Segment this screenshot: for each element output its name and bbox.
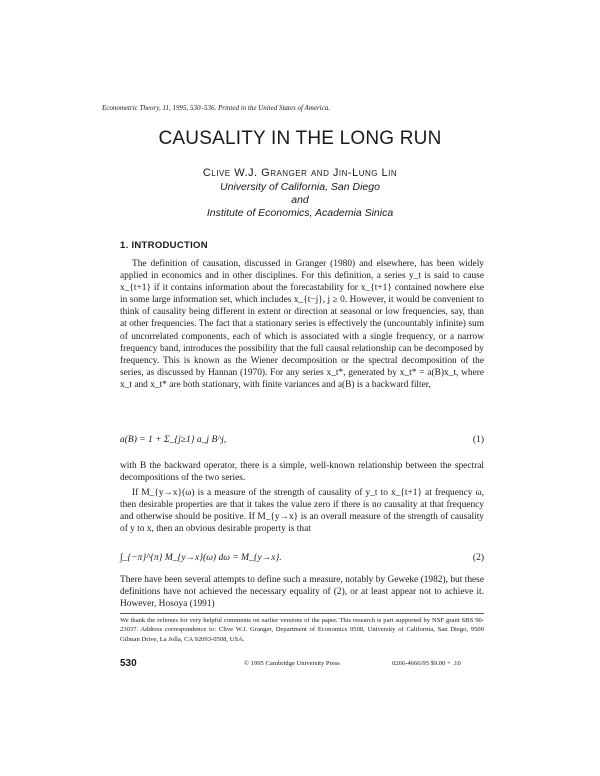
price-code: 0266-4666/95 $9.00 + .10 [392,660,461,667]
affiliation-2: Institute of Economics, Academia Sinica [206,207,394,219]
copyright: © 1995 Cambridge University Press [244,660,340,667]
equation-2-number: (2) [472,553,484,563]
paragraph-3 [120,487,484,535]
paragraph-1 [120,258,484,391]
footnote-rule [120,613,484,614]
affiliation-and: and [291,194,309,206]
paragraph-1-text: The definition of causation, discussed in Granger (1980) and elsewhere, has been widely applied in economics and in other disciplines. For this definition, a series y_t is said to cause x_{t+1} if it contains information about the forecastability for x_{t+1} contained nowhere else in some large information set, which includes x_{t−j}, j ≥ 0. However, it would be convenient to think of causality being different in extent or direction at seasonal or low frequencies, say, than at other frequencies. The fact that a stationary series is effectively the (uncountably infinite) sum of uncorrelated components, each of which is associated with a single frequency, or a narrow frequency band, introduces the possibility that the full causal relationship can be decomposed by frequency. This is known as the Wiener decomposition or the spectral decomposition of the series, as discussed by Hannan (1970). For any series x_t*, generated by x_t* = a(B)x_t, where x_t and x_t* are both stationary, with finite variances and a(B) is a backward filter, [120,259,484,390]
equation-2 [120,553,484,563]
equation-1-number: (1) [472,435,484,445]
paper-authors: Clive W.J. Granger and Jin-Lung Lin [202,167,398,179]
footnote: We thank the referees for very helpful comments on earlier versions of the paper. This research is part supported by NSF grant SBS 90-23037. Address correspondence to: Clive W.J. Granger, Department of Economics 0508, University of California, San Diego, 9500 Gilman Drive, La Jolla, CA 92093-0508, USA. [120,617,484,643]
section-heading: 1. INTRODUCTION [120,240,208,251]
journal-header: Econometric Theory, 11, 1995, 530–536. Printed in the United States of America. [102,104,330,112]
equation-2-body: ∫_{−π}^{π} M_{y→x}(ω) dω = M_{y→x}. [120,553,282,563]
page-number: 530 [120,658,137,669]
affiliation-1: University of California, San Diego [220,181,380,193]
paragraph-4: There have been several attempts to define such a measure, notably by Geweke (1982), but these definitions have not achieved the necessary equality of (2), or at least appear not to achieve it. However, Hosoya (1991) [120,575,484,610]
equation-1-body: a(B) = 1 + Σ_{j≥1} a_j B^j, [120,435,227,445]
paper-title: CAUSALITY IN THE LONG RUN [158,128,442,149]
paragraph-3-text: If M_{y→x}(ω) is a measure of the strength of causality of y_t to x_{t+1} at frequency ω, then desirable properties are that it takes the value zero if there is no causality at that frequency and otherwise should be positive. If M_{y→x} is an overall measure of the strength of causality of y to x, then an obvious desirable property is that [120,488,484,535]
equation-1 [120,435,484,445]
paragraph-2: with B the backward operator, there is a simple, well-known relationship between the spectral decompositions of the two series. [120,461,484,484]
